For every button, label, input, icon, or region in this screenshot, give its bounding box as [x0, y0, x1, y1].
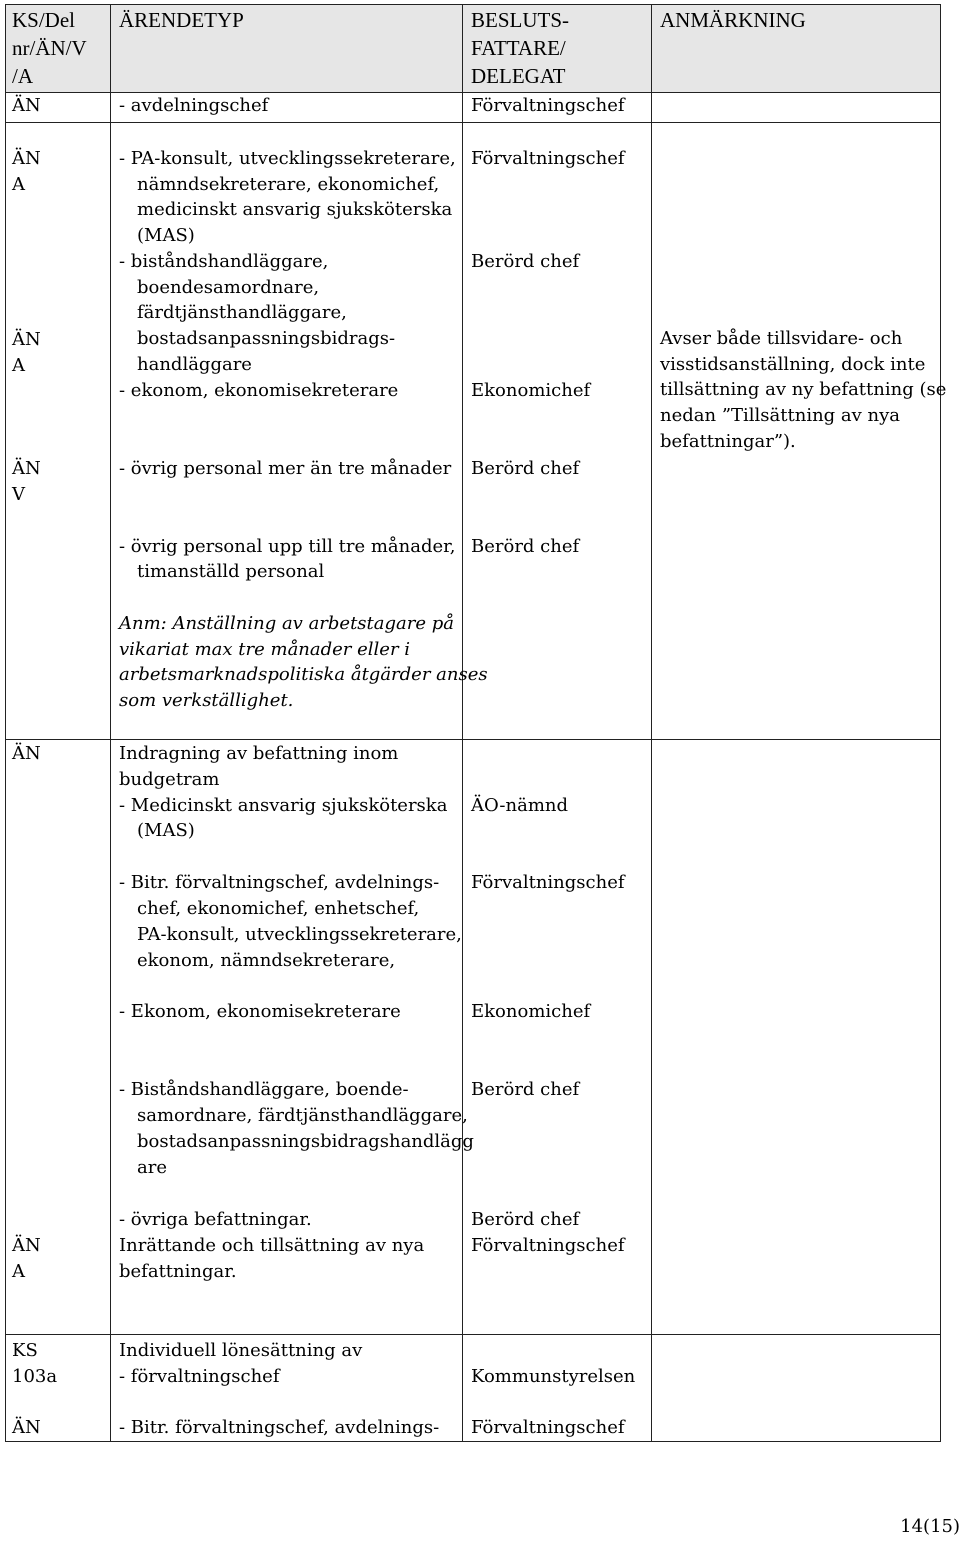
note-line: arbetsmarknadspolitiska åtgärder anses: [119, 664, 488, 685]
row-delegate: Ekonomichef: [471, 1001, 591, 1022]
row-type-line: (MAS): [137, 820, 195, 841]
row-type-line: - Bitr. förvaltningschef, avdelnings-: [119, 872, 440, 893]
column-divider-3: [651, 4, 652, 1442]
row-delegate: Förvaltningschef: [471, 95, 625, 116]
row-type-line: - ekonom, ekonomisekreterare: [119, 380, 399, 401]
row-type-line: bostadsanpassningsbidrags-: [137, 328, 396, 349]
table-border-left: [5, 4, 6, 1442]
note-line: Anm: Anställning av arbetstagare på: [119, 613, 454, 634]
column-divider-2: [462, 4, 463, 1442]
remark-line: nedan ”Tillsättning av nya: [660, 405, 901, 426]
remark-line: visstidsanställning, dock inte: [660, 354, 926, 375]
note-line: vikariat max tre månader eller i: [119, 639, 411, 660]
row-code: 103a: [12, 1366, 58, 1387]
table-border-bottom: [5, 1441, 941, 1442]
row-type-line: - övrig personal upp till tre månader,: [119, 536, 456, 557]
row-type-line: Individuell lönesättning av: [119, 1340, 363, 1361]
row-divider-2: [5, 739, 941, 740]
row-code: ÄN: [12, 95, 41, 116]
header-col-remark: ANMÄRKNING: [660, 8, 806, 32]
header-code-line: /A: [12, 64, 33, 88]
row-delegate: Berörd chef: [471, 458, 580, 479]
header-delegate-line: BESLUTS-: [471, 8, 570, 32]
header-col-type: ÄRENDETYP: [119, 8, 244, 32]
row-code: A: [12, 1261, 25, 1282]
row-type-line: boendesamordnare,: [137, 277, 320, 298]
row-code: ÄN: [12, 1235, 41, 1256]
row-type-line: - PA-konsult, utvecklingssekreterare,: [119, 148, 456, 169]
header-code-line: nr/ÄN/V: [12, 36, 87, 60]
row-type-line: - Medicinskt ansvarig sjuksköterska: [119, 795, 448, 816]
note-line: som verkställighet.: [119, 690, 294, 711]
row-type-line: medicinskt ansvarig sjuksköterska: [137, 199, 453, 220]
row-divider-1: [5, 122, 941, 123]
row-type-line: PA-konsult, utvecklingssekreterare,: [137, 924, 462, 945]
row-delegate: Berörd chef: [471, 251, 580, 272]
column-divider-1: [110, 4, 111, 1442]
row-type-line: are: [137, 1157, 167, 1178]
row-type-line: befattningar.: [119, 1261, 237, 1282]
row-delegate: Förvaltningschef: [471, 1417, 625, 1438]
row-divider-3: [5, 1334, 941, 1335]
header-delegate-line: DELEGAT: [471, 64, 566, 88]
row-type-line: ekonom, nämndsekreterare,: [137, 950, 396, 971]
remark-line: befattningar”).: [660, 431, 796, 452]
row-code: V: [12, 484, 25, 505]
row-delegate: Berörd chef: [471, 1079, 580, 1100]
row-type-line: - övrig personal mer än tre månader: [119, 458, 452, 479]
row-delegate: Ekonomichef: [471, 380, 591, 401]
header-delegate-line: FATTARE/: [471, 36, 566, 60]
table-border-top: [5, 4, 941, 5]
row-type-line: - biståndshandläggare,: [119, 251, 329, 272]
row-type-line: (MAS): [137, 225, 195, 246]
row-code: ÄN: [12, 1417, 41, 1438]
row-type-line: Indragning av befattning inom: [119, 743, 399, 764]
row-delegate: Kommunstyrelsen: [471, 1366, 636, 1387]
row-type-line: Inrättande och tillsättning av nya: [119, 1235, 425, 1256]
row-delegate: Förvaltningschef: [471, 1235, 625, 1256]
row-delegate: Berörd chef: [471, 1209, 580, 1230]
row-type-line: - övriga befattningar.: [119, 1209, 312, 1230]
row-delegate: ÄO-nämnd: [471, 795, 569, 816]
row-type-line: handläggare: [137, 354, 252, 375]
page-number: 14(15): [900, 1516, 960, 1537]
row-type-line: färdtjänsthandläggare,: [137, 302, 347, 323]
row-type-line: - Bitr. förvaltningschef, avdelnings-: [119, 1417, 440, 1438]
row-type-line: timanställd personal: [137, 561, 325, 582]
row-code: ÄN: [12, 329, 41, 350]
remark-line: Avser både tillsvidare- och: [660, 328, 903, 349]
remark-line: tillsättning av ny befattning (se: [660, 379, 947, 400]
row-type-line: bostadsanpassningsbidragshandlägg: [137, 1131, 474, 1152]
row-type-line: - förvaltningschef: [119, 1366, 280, 1387]
row-type-line: chef, ekonomichef, enhetschef,: [137, 898, 420, 919]
row-code: A: [12, 174, 25, 195]
row-code: A: [12, 355, 25, 376]
row-type-line: samordnare, färdtjänsthandläggare,: [137, 1105, 468, 1126]
row-type-line: budgetram: [119, 769, 220, 790]
row-type: - avdelningschef: [119, 95, 269, 116]
row-code: ÄN: [12, 148, 41, 169]
header-code-line: KS/Del: [12, 8, 75, 32]
row-code: ÄN: [12, 743, 41, 764]
row-code: KS: [12, 1340, 38, 1361]
table-border-right: [940, 4, 941, 1442]
row-code: ÄN: [12, 458, 41, 479]
row-delegate: Förvaltningschef: [471, 148, 625, 169]
row-type-line: - Ekonom, ekonomisekreterare: [119, 1001, 401, 1022]
row-type-line: nämndsekreterare, ekonomichef,: [137, 174, 440, 195]
row-delegate: Förvaltningschef: [471, 872, 625, 893]
row-type-line: - Biståndshandläggare, boende-: [119, 1079, 409, 1100]
row-delegate: Berörd chef: [471, 536, 580, 557]
